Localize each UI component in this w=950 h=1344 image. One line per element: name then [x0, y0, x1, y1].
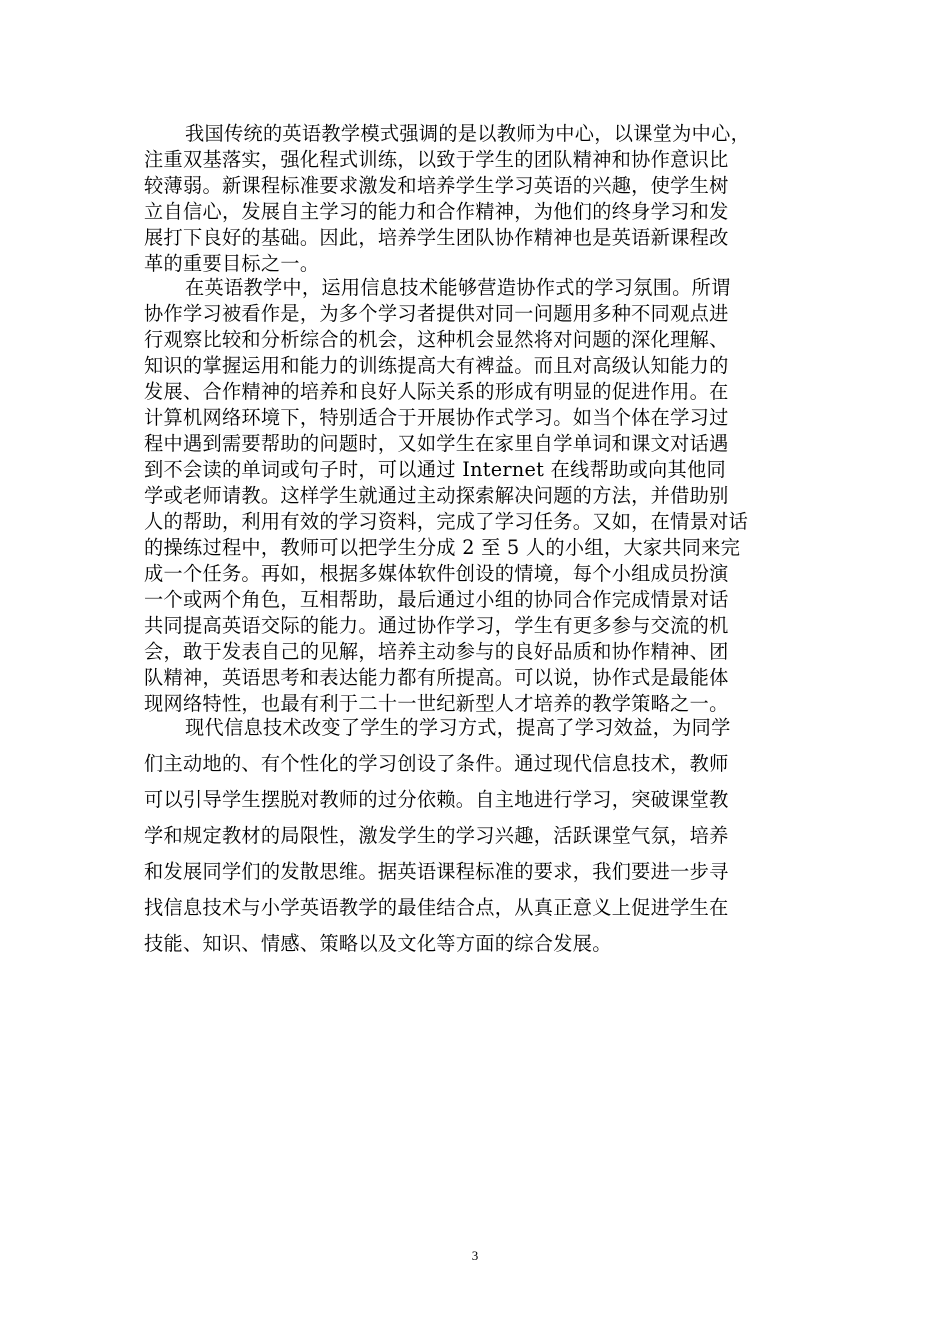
paragraph-line: 计算机网络环境下，特别适合于开展协作式学习。如当个体在学习过 — [144, 406, 729, 429]
paragraph-line: 发展、合作精神的培养和良好人际关系的形成有明显的促进作用。在 — [144, 380, 729, 403]
paragraph-line: 可以引导学生摆脱对教师的过分依赖。自主地进行学习，突破课堂教 — [144, 788, 729, 811]
paragraph-line: 较薄弱。新课程标准要求激发和培养学生学习英语的兴趣，使学生树 — [144, 174, 729, 197]
paragraph-line: 人的帮助，利用有效的学习资料，完成了学习任务。又如，在情景对话 — [144, 510, 749, 533]
paragraph-line: 展打下良好的基础。因此，培养学生团队协作精神也是英语新课程改 — [144, 226, 729, 249]
paragraph-line: 现代信息技术改变了学生的学习方式，提高了学习效益，为同学 — [185, 716, 731, 739]
paragraph-line: 和发展同学们的发散思维。据英语课程标准的要求，我们要进一步寻 — [144, 860, 729, 883]
paragraph-line: 我国传统的英语教学模式强调的是以教师为中心，以课堂为中心， — [185, 122, 751, 145]
paragraph-line: 学和规定教材的局限性，激发学生的学习兴趣，活跃课堂气氛，培养 — [144, 824, 729, 847]
paragraph-line: 的操练过程中，教师可以把学生分成 2 至 5 人的小组，大家共同来完 — [144, 536, 741, 559]
paragraph-line: 技能、知识、情感、策略以及文化等方面的综合发展。 — [144, 932, 612, 955]
paragraph-line: 立自信心，发展自主学习的能力和合作精神，为他们的终身学习和发 — [144, 200, 729, 223]
paragraph-line: 找信息技术与小学英语教学的最佳结合点，从真正意义上促进学生在 — [144, 896, 729, 919]
paragraph-line: 学或老师请教。这样学生就通过主动探索解决问题的方法，并借助别 — [144, 484, 729, 507]
paragraph-line: 到不会读的单词或句子时，可以通过 Internet 在线帮助或向其他同 — [144, 458, 726, 481]
paragraph-line: 一个或两个角色，互相帮助，最后通过小组的协同合作完成情景对话 — [144, 588, 729, 611]
paragraph-line: 们主动地的、有个性化的学习创设了条件。通过现代信息技术，教师 — [144, 752, 729, 775]
paragraph-line: 行观察比较和分析综合的机会，这种机会显然将对问题的深化理解、 — [144, 328, 729, 351]
paragraph-line: 革的重要目标之一。 — [144, 252, 320, 275]
paragraph-line: 在英语教学中，运用信息技术能够营造协作式的学习氛围。所谓 — [185, 276, 731, 299]
paragraph-line: 现网络特性，也最有利于二十一世纪新型人才培养的教学策略之一。 — [144, 692, 729, 715]
paragraph-line: 知识的掌握运用和能力的训练提高大有裨益。而且对高级认知能力的 — [144, 354, 729, 377]
paragraph-line: 注重双基落实，强化程式训练，以致于学生的团队精神和协作意识比 — [144, 148, 729, 171]
paragraph-line: 共同提高英语交际的能力。通过协作学习，学生有更多参与交流的机 — [144, 614, 729, 637]
paragraph-line: 会，敢于发表自己的见解，培养主动参与的良好品质和协作精神、团 — [144, 640, 729, 663]
paragraph-line: 成一个任务。再如，根据多媒体软件创设的情境，每个小组成员扮演 — [144, 562, 729, 585]
paragraph-line: 程中遇到需要帮助的问题时，又如学生在家里自学单词和课文对话遇 — [144, 432, 729, 455]
paragraph-line: 队精神，英语思考和表达能力都有所提高。可以说，协作式是最能体 — [144, 666, 729, 689]
paragraph-line: 协作学习被看作是，为多个学习者提供对同一问题用多种不同观点进 — [144, 302, 729, 325]
page-number: 3 — [471, 1248, 479, 1263]
